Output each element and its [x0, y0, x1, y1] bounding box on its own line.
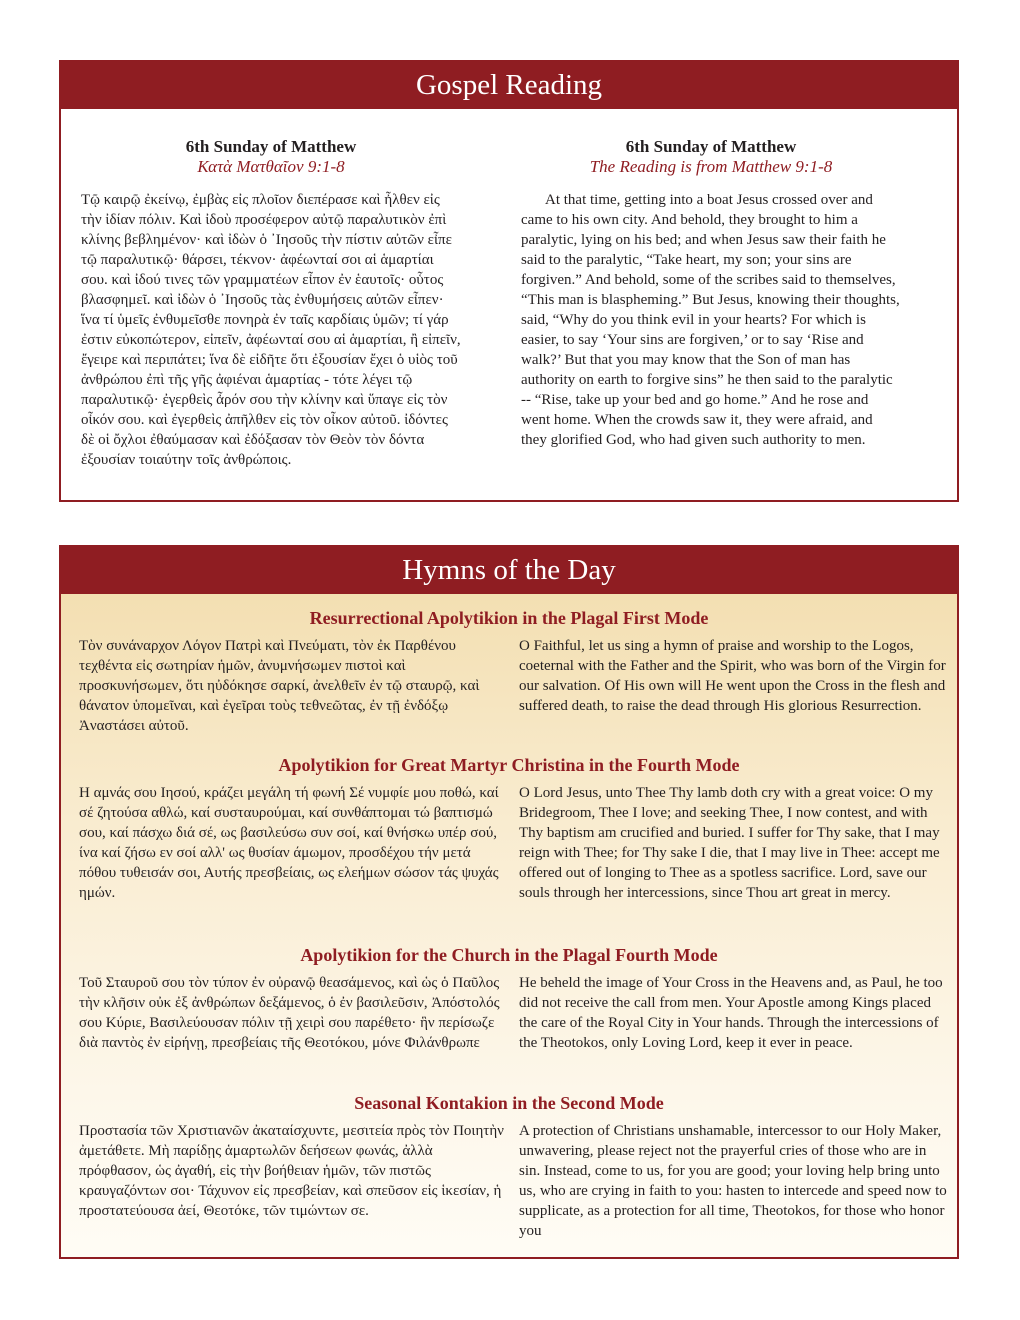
hymn-greek-text: Προστασία τῶν Χριστιανῶν ἀκαταίσχυντε, μεσιτεία πρὸς τὸν Ποιητὴν ἀμετάθετε. Μὴ παρίδῃς ἁμαρτωλῶν δεήσεων φωνάς, ἀλλὰ πρόφθασον, ὡς ἀγαθή, εἰς τὴν βοήθειαν ἡμῶν, τῶν πιστῶς κραυγαζόντων σοι· Τάχυνον εἰς πρεσβείαν, καὶ σπεῦσον εἰς ἱκεσίαν, ἡ προστατεύουσα ἀεί, Θεοτόκε, τῶν τιμώντων σε.: [79, 1123, 504, 1219]
gospel-reading-panel: [59, 60, 959, 502]
gospel-english-reference: The Reading is from Matthew 9:1-8: [589, 157, 833, 176]
hymn-english-text: O Lord Jesus, unto Thee Thy lamb doth cry with a great voice: O my Bridegroom, Thee I love; and seeking Thee, I now contest, and with Thy baptism am crucified and buried. I suffer for Thy sake, that I may reign with Thee; for Thy sake I die, that I may live in Thee: accept me offered out of longing to Thee as a spotless sacrifice. Lord, save our souls through her intercessions, since Thou art great in mercy.: [519, 785, 940, 901]
hymn-title: Seasonal Kontakion in the Second Mode: [354, 1093, 664, 1113]
hymns-body: [61, 594, 957, 1257]
hymn-section: [61, 754, 957, 901]
hymn-title: Resurrectional Apolytikion in the Plagal First Mode: [309, 608, 709, 628]
hymn-english-text: A protection of Christians unshamable, intercessor to our Holy Maker, unwavering, please reject not the prayerful cries of those who are in sin. Instead, come to us, for you are good; your loving help bring unto us, who are crying in faith to you: hasten to intercede and speed now to supplicate, as a protection for all time, Theotokos, for those who honor you: [519, 1123, 947, 1239]
hymn-section: [61, 1092, 957, 1239]
hymn-section: [61, 607, 957, 734]
hymns-header: Hymns of the Day: [61, 547, 957, 594]
gospel-greek-title: 6th Sunday of Matthew: [185, 137, 357, 156]
gospel-english-title: 6th Sunday of Matthew: [625, 137, 797, 156]
hymn-greek-text: Η αμνάς σου Ιησού, κράζει μεγάλη τή φωνή Σέ νυμφίε μου ποθώ, καί σέ ζητούσα αθλώ, καί συσταυρούμαι, καί συνθάπτομαι τώ βαπτισμώ σου, καί πάσχω διά σέ, ως βασιλεύσω συν σοί, καί θνήσκω υπέρ σού, ίνα καί ζήσω εν σοί αλλ' ως θυσίαν άμωμον, προσδέχου τήν μετά πόθου τυθεισάν σοι, Αυτής πρεσβείαις, ως ελεήμων σώσον τάς ψυχάς ημών.: [79, 785, 499, 901]
hymn-greek-text: Τὸν συνάναρχον Λόγον Πατρὶ καὶ Πνεύματι, τὸν ἐκ Παρθένου τεχθέντα εἰς σωτηρίαν ἡμῶν, ἀνυμνήσωμεν πιστοὶ καὶ προσκυνήσωμεν, ὅτι ηὐδόκησε σαρκί, ἀνελθεῖν ἐν τῷ σταυρῷ, καὶ θάνατον ὑπομεῖναι, καὶ ἐγεῖραι τοὺς τεθνεῶτας, ἐν τῇ ἐνδόξῳ Ἀναστάσει αὐτοῦ.: [79, 638, 480, 734]
hymn-title: Apolytikion for the Church in the Plagal Fourth Mode: [300, 945, 718, 965]
hymn-greek-text: Τοῦ Σταυροῦ σου τὸν τύπον ἐν οὐρανῷ θεασάμενος, καὶ ὡς ὁ Παῦλος τὴν κλῆσιν οὐκ ἐξ ἀνθρώπων δεξάμενος, ὁ ἐν βασιλεῦσιν, Ἀπόστολός σου Κύριε, Βασιλεύουσαν πόλιν τῇ χειρὶ σου παρέθετο· ἣν περίσωζε διὰ παντὸς ἐν εἰρήνῃ, πρεσβείαις τῆς Θεοτόκου, μόνε Φιλάνθρωπε: [79, 975, 500, 1051]
gospel-reading-header: Gospel Reading: [61, 62, 957, 109]
gospel-greek-column: [81, 137, 461, 470]
hymns-of-the-day-panel: [59, 545, 959, 1259]
hymn-english-text: He beheld the image of Your Cross in the Heavens and, as Paul, he too did not receive the call from men. Your Apostle among Kings placed the care of the Royal City in Your hands. Through the intercessions of the Theotokos, only Loving Lord, keep it ever in peace.: [519, 975, 943, 1051]
hymn-english-text: O Faithful, let us sing a hymn of praise and worship to the Logos, coeternal with the Father and the Spirit, who was born of the Virgin for our salvation. Of His own will He went upon the Cross in the flesh and suffered death, to raise the dead through His glorious Resurrection.: [519, 638, 946, 714]
gospel-english-column: [521, 137, 901, 450]
gospel-greek-reference: Κατὰ Ματθαῖον 9:1-8: [197, 157, 345, 176]
gospel-greek-text: Τῷ καιρῷ ἐκείνῳ, ἐμβὰς εἰς πλοῖον διεπέρασε καὶ ἦλθεν εἰς τὴν ἰδίαν πόλιν. Καὶ ἰδοὺ προσέφερον αὐτῷ παραλυτικὸν ἐπὶ κλίνης βεβλημένον· καὶ ἰδὼν ὁ ᾿Ιησοῦς τὴν πίστιν αὐτῶν εἶπε τῷ παραλυτικῷ· θάρσει, τέκνον· ἀφέωνταί σοι αἱ ἁμαρτίαι σου. καὶ ἰδού τινες τῶν γραμματέων εἶπον ἐν ἑαυτοῖς· οὗτος βλασφημεῖ. καὶ ἰδὼν ὁ ᾿Ιησοῦς τὰς ἐνθυμήσεις αὐτῶν εἶπεν· ἵνα τί ὑμεῖς ἐνθυμεῖσθε πονηρὰ ἐν ταῖς καρδίαις ὑμῶν; τί γάρ ἐστιν εὐκοπώτερον, εἰπεῖν, ἀφέωνταί σου αἱ ἁμαρτίαι, ἢ εἰπεῖν, ἔγειρε καὶ περιπάτει; ἵνα δὲ εἰδῆτε ὅτι ἐξουσίαν ἔχει ὁ υἱὸς τοῦ ἀνθρώπου ἐπὶ τῆς γῆς ἀφιέναι ἁμαρτίας - τότε λέγει τῷ παραλυτικῷ· ἐγερθεὶς ἆρόν σου τὴν κλίνην καὶ ὕπαγε εἰς τὸν οἶκόν σου. καὶ ἐγερθεὶς ἀπῆλθεν εἰς τὸν οἶκον αὐτοῦ. ἰδόντες δὲ οἱ ὄχλοι ἐθαύμασαν καὶ ἐδόξασαν τὸν Θεὸν τὸν δόντα ἐξουσίαν τοιαύτην τοῖς ἀνθρώποις.: [81, 192, 461, 468]
hymn-title: Apolytikion for Great Martyr Christina in the Fourth Mode: [278, 755, 740, 775]
gospel-english-text: At that time, getting into a boat Jesus crossed over and came to his own city. And behold, they brought to him a paralytic, lying on his bed; and when Jesus saw their faith he said to the paralytic, “Take heart, my son; your sins are forgiven.” And behold, some of the scribes said to themselves, “This man is blaspheming.” But Jesus, knowing their thoughts, said, “Why do you think evil in your hearts? For which is easier, to say ‘Your sins are forgiven,’ or to say ‘Rise and walk?’ But that you may know that the Son of man has authority on earth to forgive sins” he then said to the paralytic -- “Rise, take up your bed and go home.” And he rose and went home. When the crowds saw it, they were afraid, and they glorified God, who had given such authority to men.: [521, 192, 900, 448]
hymn-section: [61, 944, 957, 1051]
